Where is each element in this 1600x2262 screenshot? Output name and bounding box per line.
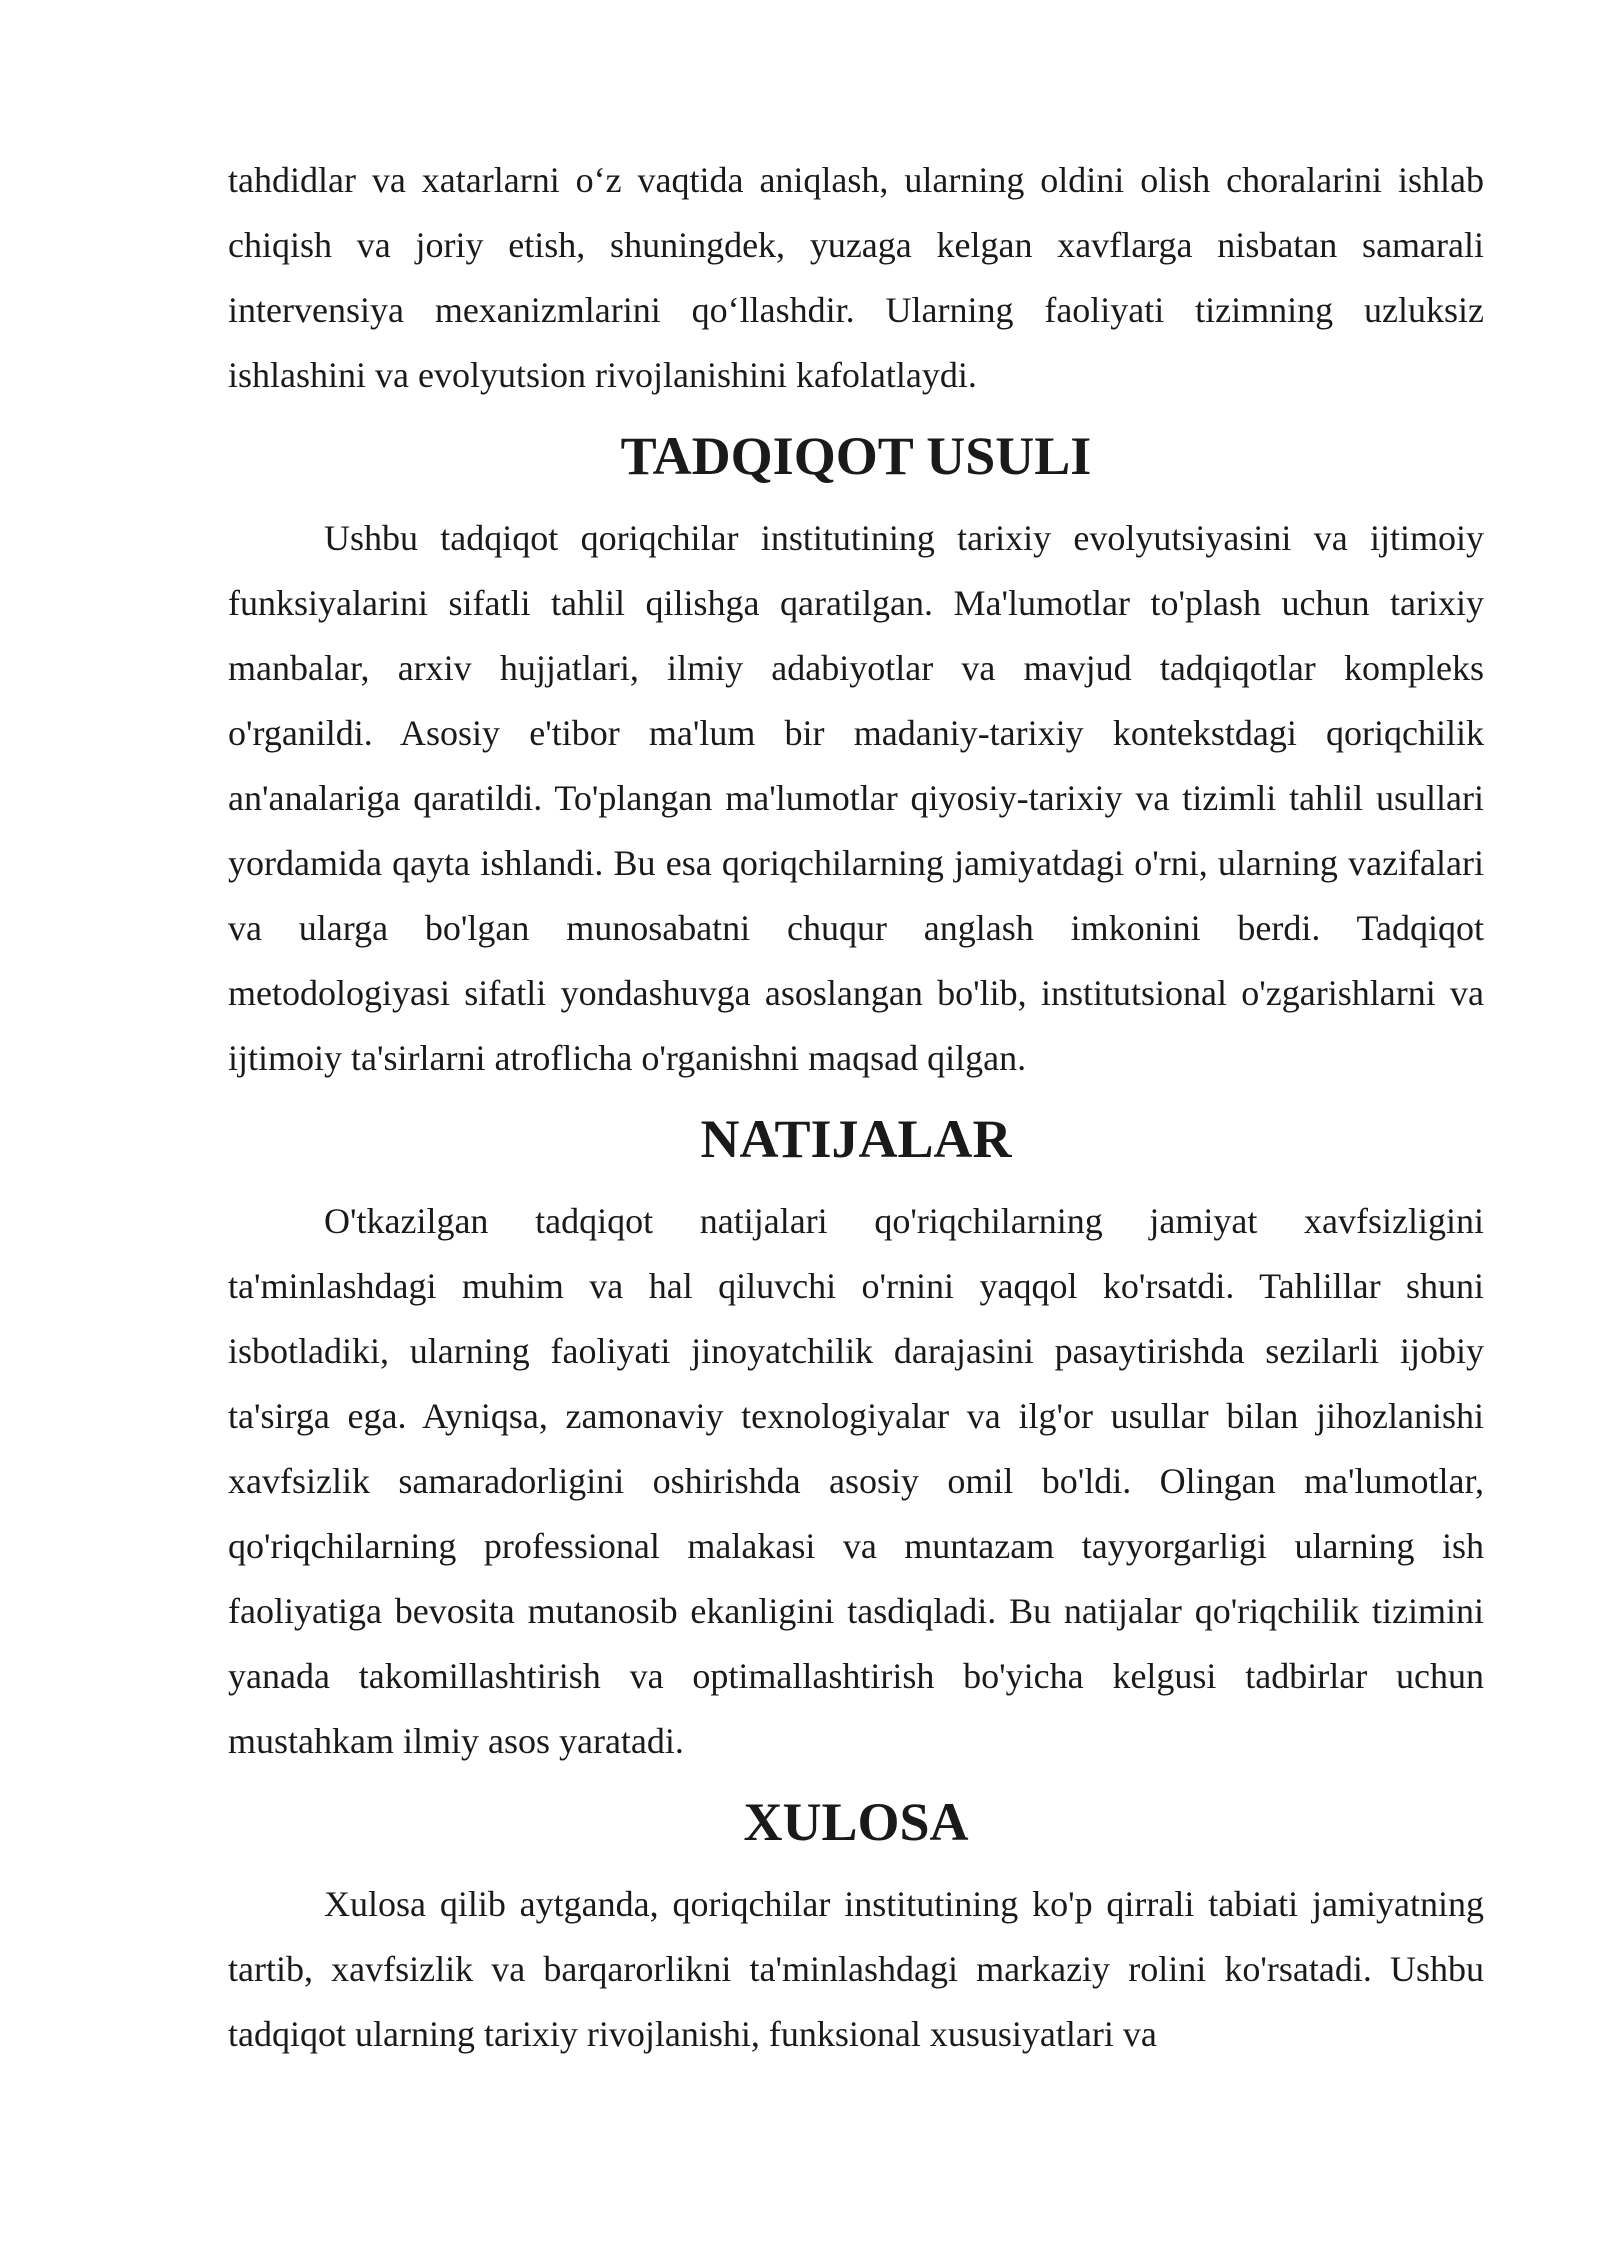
- intro-paragraph: tahdidlar va xatarlarni o‘z vaqtida aniqlash, ularning oldini olish choralarini ishlab chiqish va joriy etish, shuningdek, yuzaga kelgan xavflarga nisbatan samarali intervensiya mexanizmlarini qo‘llashdir. Ularning faoliyati tizimning uzluksiz ishlashini va evolyutsion rivojlanishini kafolatlaydi.: [228, 160, 1484, 395]
- section-heading-conclusion: XULOSA: [743, 1792, 969, 1852]
- section-heading-methods: TADQIQOT USULI: [620, 426, 1092, 486]
- document-body: [228, 148, 1484, 2067]
- results-paragraph: O'tkazilgan tadqiqot natijalari qo'riqchilarning jamiyat xavfsizligini ta'minlashdagi muhim va hal qiluvchi o'rnini yaqqol ko'rsatdi. Tahlillar shuni isbotladiki, ularning faoliyati jinoyatchilik darajasini pasaytirishda sezilarli ijobiy ta'sirga ega. Ayniqsa, zamonaviy texnologiyalar va ilg'or usullar bilan jihozlanishi xavfsizlik samaradorligini oshirishda asosiy omil bo'ldi. Olingan ma'lumotlar, qo'riqchilarning professional malakasi va muntazam tayyorgarligi ularning ish faoliyatiga bevosita mutanosib ekanligini tasdiqladi. Bu natijalar qo'riqchilik tizimini yanada takomillashtirish va optimallashtirish bo'yicha kelgusi tadbirlar uchun mustahkam ilmiy asos yaratadi.: [228, 1201, 1484, 1761]
- section-heading-results: NATIJALAR: [700, 1109, 1012, 1169]
- methods-paragraph: Ushbu tadqiqot qoriqchilar institutining tarixiy evolyutsiyasini va ijtimoiy funksiyalarini sifatli tahlil qilishga qaratilgan. Ma'lumotlar to'plash uchun tarixiy manbalar, arxiv hujjatlari, ilmiy adabiyotlar va mavjud tadqiqotlar kompleks o'rganildi. Asosiy e'tibor ma'lum bir madaniy-tarixiy kontekstdagi qoriqchilik an'analariga qaratildi. To'plangan ma'lumotlar qiyosiy-tarixiy va tizimli tahlil usullari yordamida qayta ishlandi. Bu esa qoriqchilarning jamiyatdagi o'rni, ularning vazifalari va ularga bo'lgan munosabatni chuqur anglash imkonini berdi. Tadqiqot metodologiyasi sifatli yondashuvga asoslangan bo'lib, institutsional o'zgarishlarni va ijtimoiy ta'sirlarni atroflicha o'rganishni maqsad qilgan.: [228, 518, 1484, 1078]
- conclusion-paragraph: Xulosa qilib aytganda, qoriqchilar institutining ko'p qirrali tabiati jamiyatning tartib, xavfsizlik va barqarorlikni ta'minlashdagi markaziy rolini ko'rsatadi. Ushbu tadqiqot ularning tarixiy rivojlanishi, funksional xususiyatlari va: [228, 1884, 1484, 2054]
